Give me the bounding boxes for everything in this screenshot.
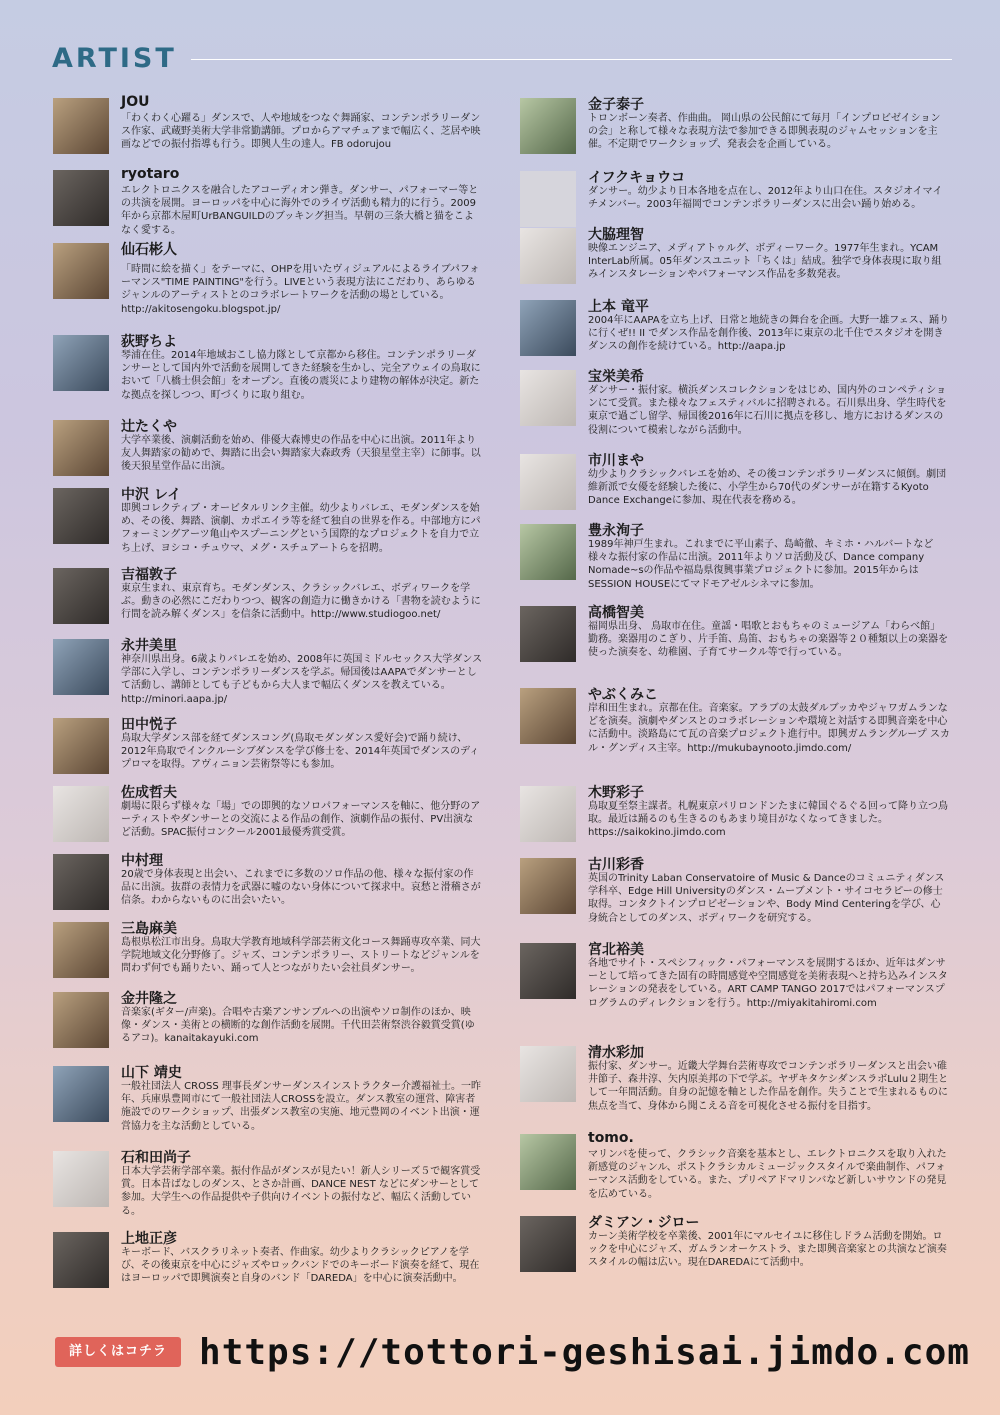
artist-photo [53, 854, 109, 910]
artist-photo [53, 1232, 109, 1288]
footer [55, 1331, 970, 1373]
artist-bio: 「時間に絵を描く」をテーマに、OHPを用いたヴィジュアルによるライブパフォーマンス"TIME PAINTING"を行う。LIVEという表現方法にこだわり、あらゆるジャンルのアーティストとのコラボレートワークを活動の場としている。http://akitosengoku.blogspot.jp/ [121, 264, 480, 315]
artist-name: 宮北裕美 [588, 942, 644, 958]
artist-photo [520, 524, 576, 580]
artist-photo [520, 1134, 576, 1190]
artist-name: 永井美里 [121, 638, 177, 654]
artist-bio: 「わくわく心躍る」ダンスで、人や地域をつなぐ舞踊家、コンテンポラリーダンス作家、武蔵野美術大学非常勤講師。プロからアマチュアまで幅広く、芝居や映画などでの振付指導も行う。即興人生の達人。FB odorujou [121, 113, 481, 151]
artist-name: 清水彩加 [588, 1045, 644, 1061]
website-url-link[interactable]: https://tottori-geshisai.jimdo.com [199, 1331, 970, 1373]
artist-bio: トロンボーン奏者、作曲曲。 岡山県の公民館にて毎月「インプロビゼイションの会」と称して様々な表現方法で参加できる即興表現のジャムセッションを主催。不定期でワークショップ、発表会を企画している。 [588, 113, 941, 151]
artist-photo [53, 420, 109, 476]
artist-name: 吉福敦子 [121, 567, 177, 583]
artist-photo [520, 98, 576, 154]
artist-name: 仙石彬人 [121, 242, 177, 258]
artist-name: 市川まや [588, 453, 644, 469]
artist-photo [53, 170, 109, 226]
artist-bio: 映像エンジニア、メディアトゥルグ、ボディーワーク。1977年生まれ。YCAM InterLab所属。05年ダンスユニット「ちくは」結成。独学で身体表現に取り組みインスタレーションやパフォーマンス作品を多数発表。 [588, 243, 942, 281]
artist-bio: 琴浦在住。2014年地域おこし協力隊として京都から移住。コンテンポラリーダンサーとして国内外で活動を展開してきた経験を生かし、完全アウェイの鳥取において「八橋士倶会館」をオープン。直後の震災により建物の解体が決定。新たな拠点を探しつつ、町づくりに取り組む。 [121, 350, 481, 401]
artist-photo [53, 718, 109, 774]
artist-photo [520, 171, 576, 227]
artist-photo [520, 1216, 576, 1272]
artist-name: 中沢 レイ [121, 487, 182, 503]
artist-photo [53, 786, 109, 842]
artist-bio: 2004年にAAPAを立ち上げ、日常と地続きの舞台を企画。大野一雄フェス、踊りに行くぜ!! II でダンス作品を創作後、2013年に東京の北千住でスタジオを開きダンスの創作を続けている。http://aapa.jp [588, 315, 950, 353]
artist-name: 山下 靖史 [121, 1065, 182, 1081]
artist-name: 宝栄美希 [588, 369, 644, 385]
artist-photo [53, 922, 109, 978]
artist-name: 大脇理智 [588, 227, 644, 243]
header-divider [191, 59, 952, 60]
artist-name: 田中悦子 [121, 717, 177, 733]
artist-bio: 劇場に限らず様々な「場」での即興的なソロパフォーマンスを軸に、他分野のアーティストやダンサーとの交流による作品の創作、演劇作品の振付、PV出演など活動。SPAC振付コンクール2001最優秀賞受賞。 [121, 801, 481, 839]
artist-bio: 東京生まれ、東京育ち。モダンダンス、クラシックバレエ、ボディワークを学ぶ。動きの必然にこだわりつつ、観客の創造力に働きかける「書物を読むように行間を読み解くダンス」を信条に活動中。http://www.studiogoo.net/ [121, 583, 481, 621]
artist-bio: 幼少よりクラシックバレエを始め、その後コンテンポラリーダンスに傾倒。劇団維新派で女優を経験した後に、小学生から70代のダンサーが在籍するKyoto Dance Exchangeに参加、現在代表を務める。 [588, 469, 947, 507]
artist-photo [53, 992, 109, 1048]
artist-name: JOU [121, 94, 150, 110]
artist-photo [520, 454, 576, 510]
artist-name: 中村理 [121, 853, 163, 869]
artist-photo [53, 243, 109, 299]
artist-name: 上本 竜平 [588, 299, 649, 315]
artist-photo [520, 858, 576, 914]
artist-photo [520, 606, 576, 662]
artist-name: ryotaro [121, 166, 180, 182]
artist-name: ダミアン・ジロー [588, 1215, 700, 1231]
artist-bio: 島根県松江市出身。鳥取大学教育地域科学部芸術文化コース舞踊専攻卒業、同大学院地域文化分野修了。ジャズ、コンテンポラリー、ストリートなどジャンルを問わず何でも踊りたい、踊って人とつながりたい会社員ダンサー。 [121, 937, 481, 975]
artist-bio: エレクトロニクスを融合したアコーディオン弾き。ダンサー、パフォーマー等との共演を展開。ヨーロッパを中心に海外でのライヴ活動も精力的に行う。2009年から京都木屋町UrBANGUILDのブッキング担当。早朝の三条大橋と猫をこよなく愛する。 [121, 185, 479, 236]
artist-photo [53, 335, 109, 391]
artist-name: 佐成哲夫 [121, 785, 177, 801]
artist-name: 荻野ちよ [121, 334, 177, 350]
artist-name: 高橋智美 [588, 605, 644, 621]
artist-bio: 各地でサイト・スペシフィック・パフォーマンスを展開するほか、近年はダンサーとして培ってきた固有の時間感覚や空間感覚を美術表現へと持ち込みインスタレーションの発表をしている。ART CAMP TANGO 2017ではパフォーマンスプログラムのディレクションを行う。http://miyakitahiromi.com [588, 958, 948, 1009]
artist-name: 木野彩子 [588, 785, 644, 801]
artist-bio: 鳥取夏至祭主謀者。札幌東京パリロンドンたまに韓国ぐるぐる回って降り立つ鳥取。最近は踊るのも生きるのもあまり境目がなくなってきました。https://saikokino.jimdo.com [588, 801, 948, 839]
artist-photo [520, 1046, 576, 1102]
artist-name: 石和田尚子 [121, 1150, 191, 1166]
artist-bio: ダンサー。幼少より日本各地を点在し、2012年より山口在住。スタジオイマイチメンバー。2003年福岡でコンテンポラリーダンスに出会い踊り始める。 [588, 186, 943, 211]
artist-photo [520, 300, 576, 356]
artist-photo [53, 488, 109, 544]
artist-bio: マリンバを使って、クラシック音楽を基本とし、エレクトロニクスを取り入れた新感覚のジャンル、ポストクラシカルミュージックスタイルで楽曲制作、パフォーマンス活動をしている。また、プリペアドマリンバなど新しいサウンドの発見を広めている。 [588, 1149, 947, 1200]
artist-name: 金子泰子 [588, 97, 644, 113]
artist-bio: 日本大学芸術学部卒業。振付作品がダンスが見たい！新人シリーズ５で観客賞受賞。日本昔ばなしのダンス、とさか計画、DANCE NEST などにダンサーとして参加。大学生への作品提供や子供向けイベントの振付など、幅広く活動している。 [121, 1166, 481, 1217]
artist-photo [520, 370, 576, 426]
artist-name: 豊永洵子 [588, 523, 644, 539]
artist-name: 金井隆之 [121, 991, 177, 1007]
artist-header [52, 38, 952, 78]
artist-bio: 振付家、ダンサー。近畿大学舞台芸術専攻でコンテンポラリーダンスと出会い碓井節子、森井淳、矢内原美邦の下で学ぶ。ヤザキタケシダンスラボLulu２期生として一年間活動。自身の記憶を軸とした作品を創作。失うことで生まれるものに焦点を当て、身体から聞こえる音を可視化させる振付を目指す。 [588, 1061, 949, 1112]
artist-bio: ダンサー・振付家。横浜ダンスコレクションをはじめ、国内外のコンペティションにて受賞。また様々なフェスティバルに招聘される。石川県出身、学生時代を東京で過ごし留学、帰国後2016年に石川に拠点を移し、地方におけるダンスの役割について模索しながら活動中。 [588, 385, 947, 436]
artist-bio: 即興コレクティブ・オービタルリンク主催。幼少よりバレエ、モダンダンスを始め、その後、舞踏、演劇、カポエイラ等を経て独自の世界を作る。中部地方にパフォーミングアーツ亀山やスプーニングという国際的なプロジェクトを自力で立ち上げ、ヨシコ・チュウマ、メグ・スチュアートらを招聘。 [121, 503, 481, 554]
artist-name: tomo. [588, 1130, 634, 1146]
artist-photo [53, 568, 109, 624]
artist-photo [520, 786, 576, 842]
artist-bio: 英国のTrinity Laban Conservatoire of Music & Danceのコミュニティダンス学科卒、Edge Hill Universityのダンス・ムーブメント・サイコセラピーの修士取得。コンタクトインプロビゼーションや、Body Mind Centeringを学び、心身統合としてのダンス、ボディワークを研究する。 [588, 873, 945, 924]
artist-bio: 一般社団法人 CROSS 理事長ダンサーダンスインストラクター介護福祉士。一昨年、兵庫県豊岡市にて一般社団法人CROSSを設立。ダンス教室の運営、障害者施設でのワークショップ、出張ダンス教室の実施、地元豊岡のイベント出演・運営協力を主な活動としている。 [121, 1081, 482, 1132]
artist-photo [53, 98, 109, 154]
artist-name: 古川彩香 [588, 857, 644, 873]
artist-bio: カーン美術学校を卒業後、2001年にマルセイユに移住しドラム活動を開始。ロックを中心にジャズ、ガムランオーケストラ、また即興音楽家との共演など演奏スタイルの幅は広い。現在DAREDAにて活動中。 [588, 1231, 947, 1269]
artist-bio: 福岡県出身、 鳥取市在住。童謡・唱歌とおもちゃのミュージアム「わらべ館」勤務。楽器用のこぎり、片手笛、鳥笛、おもちゃの楽器等２０種類以上の楽器を使った演奏を、幼稚園、子育てサークル等で行っている。 [588, 621, 948, 659]
artist-bio: 鳥取大学ダンス部を経てダンスコング(鳥取モダンダンス愛好会)で踊り続け、2012年鳥取でインクルーシブダンスを学び修士を、2014年英国でダンスのディプロマを取得。アヴィニョン芸術祭等にも参加。 [121, 733, 480, 771]
artist-bio: 1989年神戸生まれ。これまでに平山素子、島崎徹、キミホ・ハルバートなど様々な振付家の作品に出演。2011年よりソロ活動及び、Dance company Nomade~sの作品や福島県復興事業プロジェクトに参加。2015年からはSESSION HOUSEにてマドモアゼルシネマに参加。 [588, 539, 934, 590]
artist-bio: キーボード、バスクラリネット奏者、作曲家。幼少よりクラシックピアノを学び、その後東京を中心にジャズやロックバンドでのキーボード演奏を経て、現在はヨーロッパで即興演奏と自身のバンド「DAREDA」を中心に演奏活動中。 [121, 1247, 480, 1285]
artist-photo [520, 943, 576, 999]
artist-photo [53, 639, 109, 695]
more-info-button[interactable]: 詳しくはコチラ [55, 1337, 181, 1367]
artist-bio: 大学卒業後、演劇活動を始め、俳優大森博史の作品を中心に出演。2011年より友人舞踏家の勧めで、舞踏に出会い舞踏家大森政秀（天狼星堂主宰）に師事。以後天狼星堂作品に出演。 [121, 435, 481, 473]
artist-bio: 音楽家(ギター/声楽)。合唱や古楽アンサンブルへの出演やソロ制作のほか、映像・ダンス・美術との横断的な創作活動を展開。千代田芸術祭渋谷毅賞受賞(ゆるアコ)。kanaitakayuki.com [121, 1007, 475, 1045]
artist-bio: 岸和田生まれ。京都在住。音楽家。アラブの太鼓ダルブッカやジャワガムランなどを演奏。演劇やダンスとのコラボレーションや環境と対話する即興音楽を中心に活動中。淡路島にて瓦の音楽プロジェクト進行中。即興ガムラングループ スカル・グンディス主宰。http://mukubaynooto.jimdo.com/ [588, 703, 950, 754]
artist-photo [520, 228, 576, 284]
artist-photo [520, 688, 576, 744]
section-title: ARTIST [52, 42, 177, 74]
artist-bio: 神奈川県出身。6歳よりバレエを始め、2008年に英国ミドルセックス大学ダンス学部に入学し、コンテンポラリーダンスを学ぶ。帰国後はAAPAでダンサーとして活動し、講師としても子どもから大人まで幅広くダンスを教えている。http://minori.aapa.jp/ [121, 654, 483, 705]
artist-photo [53, 1066, 109, 1122]
artist-name: やぶくみこ [588, 687, 658, 703]
artist-photo [53, 1151, 109, 1207]
artist-bio: 20歳で身体表現と出会い、これまでに多数のソロ作品の他、様々な振付家の作品に出演。抜群の表情力を武器に嘘のない身体について探求中。哀愁と滑稽さが信条。わからないものに出会いたい。 [121, 869, 481, 907]
artist-name: 三島麻美 [121, 921, 177, 937]
artist-name: 辻たくや [121, 419, 177, 435]
artist-name: イフクキョウコ [588, 170, 686, 186]
artist-name: 上地正彦 [121, 1231, 177, 1247]
